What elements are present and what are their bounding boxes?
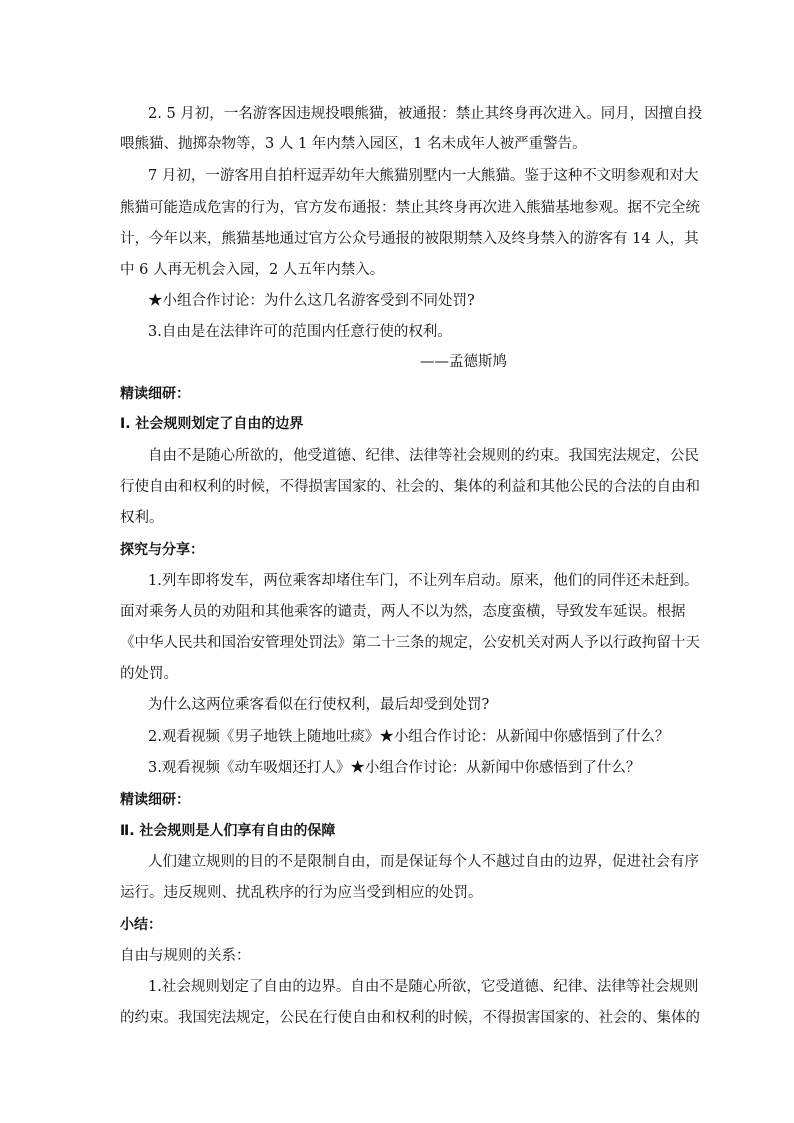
subsection-heading: Ⅱ. 社会规则是人们享有自由的保障 <box>120 823 336 839</box>
discussion-prompt: 3.观看视频《动车吸烟还打人》★小组合作讨论：从新闻中你感悟到了什么？ <box>148 760 641 776</box>
paragraph-line: 的处罚。 <box>120 666 178 682</box>
paragraph-line: 1.社会规则划定了自由的边界。自由不是随心所欲，它受道德、纪律、法律等社会规则 <box>148 979 699 995</box>
paragraph-line: 中 6 人再无机会入园，2 人五年内禁入。 <box>120 262 385 278</box>
paragraph-line: 面对乘务人员的劝阻和其他乘客的谴责，两人不以为然，态度蛮横，导致发车延误。根据 <box>120 604 686 620</box>
section-heading: 探究与分享： <box>120 542 204 558</box>
paragraph-line: 1.列车即将发车，两位乘客却堵住车门，不让列车启动。原来，他们的同伴还未赶到。 <box>148 573 699 589</box>
paragraph-line: 运行。违反规则、扰乱秩序的行为应当受到相应的处罚。 <box>120 885 483 901</box>
section-heading: 精读细研： <box>120 792 190 808</box>
paragraph-line: 的约束。我国宪法规定，公民在行使自由和权利的时候，不得损害国家的、社会的、集体的 <box>120 1010 700 1026</box>
paragraph-line: 喂熊猫、抛掷杂物等，3 人 1 年内禁入园区，1 名未成年人被严重警告。 <box>120 136 587 152</box>
paragraph-line: 人们建立规则的目的不是限制自由，而是保证每个人不越过自由的边界，促进社会有序 <box>148 854 699 870</box>
paragraph-line: 《中华人民共和国治安管理处罚法》第二十三条的规定，公安机关对两人予以行政拘留十天 <box>120 635 700 651</box>
paragraph-line: 熊猫可能造成危害的行为，官方发布通报：禁止其终身再次进入熊猫基地参观。据不完全统 <box>120 200 700 216</box>
paragraph-line: 2. 5 月初，一名游客因违规投喂熊猫，被通报：禁止其终身再次进入。同月，因擅自投 <box>148 106 703 122</box>
paragraph-line: 计，今年以来，熊猫基地通过官方公众号通报的被限期禁入及终身禁入的游客有 14 人，其 <box>120 231 699 247</box>
section-heading: 精读细研： <box>120 386 190 402</box>
question-line: 为什么这两位乘客看似在行使权利，最后却受到处罚? <box>148 697 490 713</box>
quote-attribution: ——孟德斯鸠 <box>420 354 507 370</box>
paragraph-line: 权利。 <box>120 510 164 526</box>
paragraph-line: 自由与规则的关系： <box>120 948 251 964</box>
discussion-prompt: ★小组合作讨论：为什么这几名游客受到不同处罚? <box>148 293 475 309</box>
paragraph-line: 3.自由是在法律许可的范围内任意行使的权利。 <box>148 324 452 340</box>
subsection-heading: Ⅰ. 社会规则划定了自由的边界 <box>120 416 304 432</box>
discussion-prompt: 2.观看视频《男子地铁上随地吐痰》★小组合作讨论：从新闻中你感悟到了什么？ <box>148 729 670 745</box>
paragraph-line: 7 月初，一游客用自拍杆逗弄幼年大熊猫别墅内一大熊猫。鉴于这种不文明参观和对大 <box>148 168 699 184</box>
paragraph-line: 自由不是随心所欲的，他受道德、纪律、法律等社会规则的约束。我国宪法规定，公民 <box>148 448 699 464</box>
section-heading: 小结： <box>120 917 162 933</box>
paragraph-line: 行使自由和权利的时候，不得损害国家的、社会的、集体的利益和其他公民的合法的自由和 <box>120 479 700 495</box>
